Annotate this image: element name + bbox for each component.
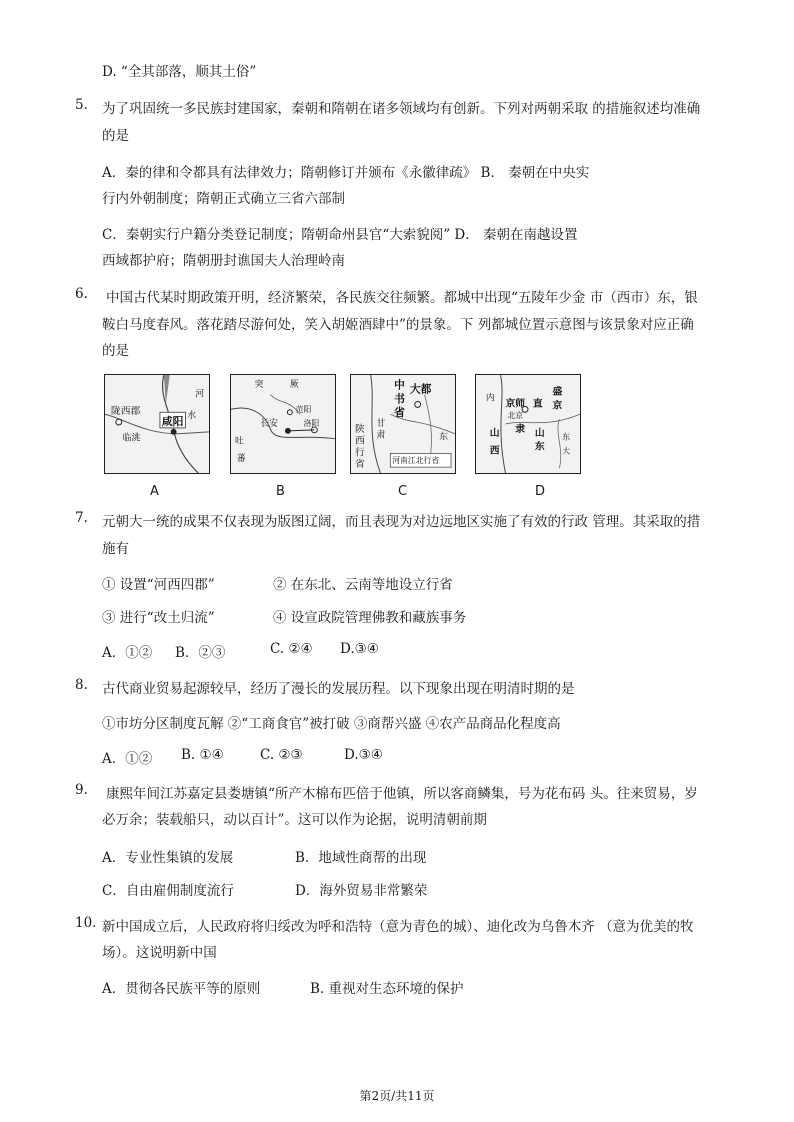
q5-option-a-line1: A．秦的律和令都具有法律效力；隋朝修订并颁布《永徽律疏》 B． 秦朝在中央实 [102,165,590,181]
q7-number: 7. [75,510,88,526]
q5-option-c-line1: C．秦朝实行户籍分类登记制度；隋朝命州县官“大索貌阅” D． 秦朝在南越设置 [102,227,578,243]
map-b-text-6: 蕃 [236,454,246,465]
map-a-capital-marker [171,429,177,435]
map-c-text-8: 甘 [376,418,386,429]
map-b-city-marker [287,410,292,415]
q7-option-d: D.③④ [340,641,379,657]
q7-item-3: ③ 进行“改土归流” [102,610,215,626]
map-c-text-3: 大都 [409,382,432,396]
map-d-border [501,375,506,473]
map-b-text-1: 厥 [289,379,299,390]
q10-stem-line2: 场）。这说明新中国 [102,945,217,961]
q8-option-b: B. ①④ [181,747,224,763]
map-c-text-11: 东 [439,432,449,443]
map-d-text-8: 山 [534,427,545,439]
map-d-drawing [476,375,580,473]
map-b-drawing [231,375,335,473]
q8-option-c: C. ②③ [260,747,303,763]
q7-item-4: ④ 设宣政院管理佛教和藏族事务 [273,610,467,626]
q9-option-a: A．专业性集镇的发展 [102,850,234,866]
map-b-label: B [276,484,285,499]
q7-stem-line1: 元朝大一统的成果不仅表现为版图辽阔，而且表现为对边远地区实施了有效的行政 管理。其采取的措 [102,514,701,530]
q8-option-a: A．①② [102,751,153,767]
map-b-text-3: 长安 [260,418,279,429]
q10-stem-line1: 新中国成立后，人民政府将归绥改为呼和浩特（意为青色的城）、迪化改为乌鲁木齐 （意为优美的牧 [102,919,694,935]
map-d-text-11: 东 [562,432,571,442]
map-c-capital-marker [415,401,421,407]
q6-stem-line2: 鞍白马度春风。落花踏尽游何处，笑入胡姬酒肆中”的景象。下 列都城位置示意图与该景象对应正确 [102,317,694,333]
map-c-text-6: 行 [354,447,365,459]
q5-option-a-line2: 行内外朝制度；隋朝正式确立三省六部制 [102,191,345,207]
q9-option-c: C．自由雇佣制度流行 [102,883,234,899]
map-a-text-2: 临洮 [122,433,141,444]
map-a [104,374,210,474]
map-b-link [288,430,314,431]
map-c-text-1: 书 [394,392,405,406]
map-a-text-1: 咸阳 [161,414,184,428]
map-d-text-2: 直 [532,398,543,410]
map-d-text-3: 北京 [507,411,524,421]
map-d-text-4: 盛 [552,386,563,398]
map-c [350,374,456,474]
map-a-label: A [150,484,159,499]
map-a-city-marker [116,419,122,425]
map-c-text-4: 陕 [354,423,365,435]
map-b-text-0: 突 [254,379,264,390]
map-d-text-9: 东 [534,441,545,453]
q7-item-2: ② 在东北、云南等地设立行省 [273,577,453,593]
q5-option-c-line2: 西域都护府；隋朝册封谯国夫人治理岭南 [102,253,345,269]
map-c-text-10: 河南江北行省 [392,456,440,466]
q6-stem-line3: 的是 [102,343,129,359]
map-b-text-2: 范阳 [295,405,312,415]
map-d-coast [558,419,561,468]
map-c-text-9: 肃 [376,430,386,441]
map-b-text-5: 吐 [234,436,244,447]
q7-option-a: A．①② [102,645,153,661]
map-d-label: D [535,484,546,499]
map-b [230,374,336,474]
q5-stem-line1: 为了巩固统一多民族封建国家，秦朝和隋朝在诸多领域均有创新。下列对两朝采取 的措施叙述均准确 [102,101,701,117]
q9-number: 9. [75,782,88,798]
q10-option-a: A．贯彻各民族平等的原则 [102,981,261,997]
map-d-text-1: 京师 [505,398,526,410]
map-d-text-7: 隶 [515,423,526,435]
q10-number: 10. [75,915,97,931]
map-c-text-7: 省 [354,459,365,471]
map-c-drawing [351,375,455,473]
map-c-text-0: 中 [394,378,405,392]
q5-stem-line2: 的是 [102,128,129,144]
q8-items: ①市坊分区制度瓦解 ②“工商食官”被打破 ③商帮兴盛 ④农产品商品化程度高 [102,716,561,732]
q4-option-d: D. “全其部落，顺其土俗” [102,64,257,80]
map-c-text-2: 省 [394,406,405,420]
q6-number: 6. [75,286,88,302]
map-c-label: C [398,484,408,499]
map-c-text-5: 西 [354,435,365,447]
map-a-text-3: 河 [195,389,205,400]
q5-number: 5. [75,97,88,113]
map-a-text-4: 水 [187,411,197,422]
map-d-text-6: 山 [489,427,500,439]
q7-item-1: ① 设置“河西四郡” [102,577,215,593]
map-d-text-12: 大 [562,446,571,456]
q8-option-d: D.③④ [344,747,383,763]
q9-stem-line2: 必万余；装载船只，动以百计”。这可以作为论据，说明清朝前期 [102,812,487,828]
q9-option-d: D．海外贸易非常繁荣 [295,883,428,899]
map-d-text-0: 内 [485,393,495,404]
map-d-text-10: 西 [489,445,500,457]
map-a-drawing [105,375,209,473]
q8-stem: 古代商业贸易起源较早，经历了漫长的发展历程。以下现象出现在明清时期的是 [102,681,575,697]
map-d-text-5: 京 [552,400,563,412]
q9-option-b: B．地域性商帮的出现 [295,850,427,866]
page-footer: 第2页/共11页 [359,1089,435,1103]
map-c-coast [425,395,432,464]
map-a-text-0: 陇西郡 [110,406,141,418]
q10-option-b: B. 重视对生态环境的保护 [310,981,464,997]
q7-stem-line2: 施有 [102,541,129,557]
q7-option-c: C. ②④ [270,641,313,657]
map-d [475,374,581,474]
map-b-river [231,408,335,439]
map-b-text-4: 洛阳 [303,418,320,428]
q7-option-b: B．②③ [175,645,226,661]
q8-number: 8. [75,677,88,693]
q9-stem-line1: 康熙年间江苏嘉定县娄塘镇“所产木棉布匹倍于他镇，所以客商鳞集，号为花布码 头。往来贸易，岁 [106,786,698,802]
q6-stem-line1: 中国古代某时期政策开明，经济繁荣，各民族交往频繁。都城中出现“五陵年少金 市（西市）东，银 [106,290,698,306]
